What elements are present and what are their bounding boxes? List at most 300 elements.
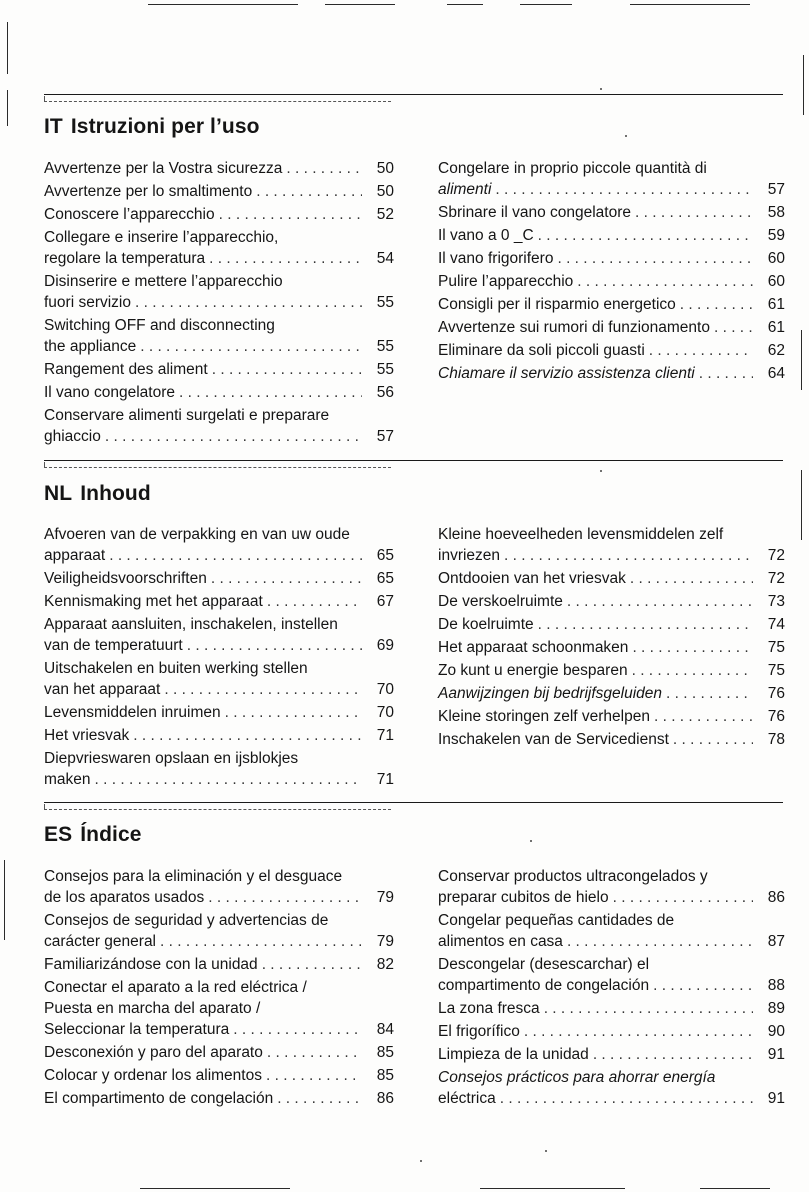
toc-entry-text: Switching OFF and disconnecting	[44, 317, 275, 334]
page-number: 79	[376, 889, 394, 906]
toc-entry-text: Apparaat aansluiten, inschakelen, instellen	[44, 616, 338, 633]
toc-entry-line	[438, 179, 785, 200]
page-number: 73	[767, 593, 785, 610]
page-number: 89	[767, 1000, 785, 1017]
page-number: 55	[376, 361, 394, 378]
page-number: 56	[376, 384, 394, 401]
toc-entry-text: Congelare in proprio piccole quantità di	[438, 160, 707, 177]
toc-entry-line	[438, 660, 785, 681]
section-heading-it	[44, 115, 260, 139]
toc-column-left	[44, 524, 394, 792]
toc-entry-text: Il vano frigorifero	[438, 250, 554, 267]
dot-leader	[286, 158, 362, 179]
section-title: Istruzioni per l’uso	[70, 115, 260, 138]
scan-right-edge	[801, 470, 802, 540]
dot-leader	[649, 340, 753, 361]
toc-entry	[438, 294, 785, 315]
section-title: Inhoud	[80, 482, 151, 505]
page-number: 67	[376, 593, 394, 610]
dot-leader	[133, 725, 362, 746]
toc-entry-line	[44, 725, 394, 746]
scan-speck	[420, 1160, 422, 1162]
toc-entry-line	[44, 591, 394, 612]
toc-entry-text: Congelar pequeñas cantidades de	[438, 912, 675, 929]
page-number: 61	[767, 319, 785, 336]
page-number: 70	[376, 681, 394, 698]
page-number: 78	[767, 731, 785, 748]
toc-entry-line	[438, 1021, 785, 1042]
dot-leader	[262, 954, 362, 975]
toc-entry	[44, 204, 394, 225]
toc-entry-text: eléctrica	[438, 1090, 496, 1107]
toc-entry-line	[438, 975, 785, 996]
page-number: 62	[767, 342, 785, 359]
toc-entry-line	[44, 359, 394, 380]
dot-leader	[538, 614, 753, 635]
toc-entry	[44, 725, 394, 746]
toc-entry-text: Consejos de seguridad y advertencias de	[44, 912, 329, 929]
toc-entry-line	[438, 637, 785, 658]
dot-leader	[212, 359, 362, 380]
section-rule	[44, 802, 783, 803]
scan-right-edge	[801, 330, 802, 390]
toc-entry	[44, 524, 394, 566]
toc-entry	[438, 158, 785, 200]
section-rule-shadow	[44, 804, 391, 810]
scan-speck	[530, 840, 532, 842]
dot-leader	[577, 271, 753, 292]
section-rule	[44, 460, 783, 461]
dot-leader	[256, 181, 362, 202]
page-number: 70	[376, 704, 394, 721]
toc-entry-line	[438, 683, 785, 704]
toc-entry	[438, 706, 785, 727]
toc-entry-text: Pulire l’apparecchio	[438, 273, 574, 290]
toc-entry	[438, 660, 785, 681]
toc-entry	[438, 271, 785, 292]
toc-entry	[44, 1088, 394, 1109]
toc-entry-text: Limpieza de la unidad	[438, 1046, 589, 1063]
dot-leader	[613, 887, 753, 908]
page-number: 59	[767, 227, 785, 244]
page-number: 75	[767, 639, 785, 656]
page-number: 79	[376, 933, 394, 950]
page-number: 50	[376, 183, 394, 200]
toc-entry	[44, 382, 394, 403]
dot-leader	[105, 426, 362, 447]
toc-entry-text: Inschakelen van de Servicedienst	[438, 731, 669, 748]
scan-top-line	[148, 4, 298, 5]
dot-leader	[538, 225, 753, 246]
toc-entry	[44, 568, 394, 589]
toc-entry-line	[438, 729, 785, 750]
toc-entry	[438, 910, 785, 952]
section-rule-shadow	[44, 462, 391, 468]
page-number: 86	[767, 889, 785, 906]
toc-entry-line	[44, 568, 394, 589]
toc-entry-text: Familiarizándose con la unidad	[44, 956, 258, 973]
page-number: 84	[376, 1021, 394, 1038]
page-number: 76	[767, 685, 785, 702]
toc-entry-text: Conservare alimenti surgelati e preparare	[44, 407, 330, 424]
toc-entry	[438, 998, 785, 1019]
toc-entry-text: Avvertenze per la Vostra sicurezza	[44, 160, 283, 177]
toc-entry	[438, 1021, 785, 1042]
toc-entry-text: Afvoeren van de verpakking en van uw oude	[44, 526, 350, 543]
toc-entry-text: carácter general	[44, 933, 157, 950]
toc-entry-line	[44, 545, 394, 566]
toc-entry	[44, 405, 394, 447]
toc-entry-line	[438, 1044, 785, 1065]
toc-entry-line	[44, 1088, 394, 1109]
toc-entry-text: De verskoelruimte	[438, 593, 563, 610]
toc-entry-text: Seleccionar la temperatura	[44, 1021, 230, 1038]
toc-entry	[438, 317, 785, 338]
toc-entry-text: Consigli per il risparmio energetico	[438, 296, 676, 313]
dot-leader	[266, 1065, 362, 1086]
toc-entry-text: van het apparaat	[44, 681, 161, 698]
page-number: 65	[376, 570, 394, 587]
toc-entry-line	[44, 1042, 394, 1063]
dot-leader	[187, 635, 362, 656]
toc-entry	[44, 227, 394, 269]
scan-left-edge	[7, 22, 8, 74]
section-code: NL	[44, 482, 73, 505]
page-number: 58	[767, 204, 785, 221]
dot-leader	[630, 568, 753, 589]
page-number: 60	[767, 273, 785, 290]
toc-entry-line	[438, 545, 785, 566]
page-number: 75	[767, 662, 785, 679]
toc-entry-text: Consejos para la eliminación y el desguace	[44, 868, 343, 885]
page-number: 55	[376, 338, 394, 355]
toc-entry	[44, 1042, 394, 1063]
toc-entry	[44, 181, 394, 202]
scan-speck	[625, 135, 627, 137]
toc-entry-line	[44, 635, 394, 656]
toc-entry-text: La zona fresca	[438, 1000, 540, 1017]
toc-entry-text: Het apparaat schoonmaken	[438, 639, 629, 656]
toc-entry-line	[44, 1019, 394, 1040]
dot-leader	[524, 1021, 753, 1042]
toc-entry	[438, 1067, 785, 1109]
dot-leader	[160, 931, 362, 952]
toc-entry-text: van de temperatuurt	[44, 637, 183, 654]
dot-leader	[632, 660, 753, 681]
toc-entry-text: alimenti	[438, 181, 492, 198]
toc-entry-text: Ontdooien van het vriesvak	[438, 570, 626, 587]
section-code: IT	[44, 115, 63, 138]
toc-entry-line	[438, 614, 785, 635]
scan-top-line	[325, 4, 395, 5]
toc-entry-line	[44, 292, 394, 313]
page-number: 88	[767, 977, 785, 994]
toc-entry-text: fuori servizio	[44, 294, 131, 311]
toc-entry	[44, 702, 394, 723]
dot-leader	[635, 202, 753, 223]
toc-entry-text: Puesta en marcha del aparato /	[44, 1000, 261, 1017]
toc-entry-line	[438, 931, 785, 952]
page-number: 71	[376, 771, 394, 788]
toc-entry	[44, 954, 394, 975]
toc-entry-line	[44, 887, 394, 908]
toc-entry-line	[44, 426, 394, 447]
toc-entry-line	[438, 271, 785, 292]
section-heading-nl	[44, 482, 151, 506]
dot-leader	[654, 706, 753, 727]
dot-leader	[267, 591, 362, 612]
toc-entry-text: Kleine storingen zelf verhelpen	[438, 708, 650, 725]
page-number: 76	[767, 708, 785, 725]
toc-entry-text: compartimento de congelación	[438, 977, 650, 994]
toc-entry	[44, 910, 394, 952]
dot-leader	[699, 363, 753, 384]
toc-entry-line	[438, 998, 785, 1019]
scan-left-edge	[7, 90, 8, 126]
dot-leader	[225, 702, 362, 723]
page-number: 57	[376, 428, 394, 445]
scan-speck	[600, 88, 602, 90]
toc-entry-line	[44, 1065, 394, 1086]
toc-entry	[438, 340, 785, 361]
toc-entry-text: alimentos en casa	[438, 933, 563, 950]
toc-entry-text: Chiamare il servizio assistenza clienti	[438, 365, 695, 382]
toc-entry-line	[44, 248, 394, 269]
dot-leader	[208, 887, 362, 908]
toc-entry	[44, 748, 394, 790]
toc-column-left	[44, 158, 394, 449]
toc-entry-text: Avvertenze per lo smaltimento	[44, 183, 253, 200]
toc-column-right	[438, 866, 785, 1111]
toc-entry-text: maken	[44, 771, 91, 788]
dot-leader	[714, 317, 753, 338]
scan-bottom-line	[480, 1188, 625, 1189]
dot-leader	[179, 382, 362, 403]
toc-entry-text: preparar cubitos de hielo	[438, 889, 609, 906]
toc-entry	[44, 315, 394, 357]
dot-leader	[567, 931, 753, 952]
toc-entry-text: Avvertenze sui rumori di funzionamento	[438, 319, 710, 336]
dot-leader	[673, 729, 753, 750]
toc-entry-text: Het vriesvak	[44, 727, 130, 744]
scan-top-line	[520, 4, 572, 5]
toc-entry	[438, 954, 785, 996]
dot-leader	[653, 975, 753, 996]
dot-leader	[632, 637, 753, 658]
toc-entry	[44, 1065, 394, 1086]
scan-top-line	[630, 4, 750, 5]
page-number: 85	[376, 1067, 394, 1084]
toc-entry	[438, 683, 785, 704]
toc-entry-text: Desconexión y paro del aparato	[44, 1044, 263, 1061]
page-number: 57	[767, 181, 785, 198]
page-number: 72	[767, 547, 785, 564]
toc-entry-text: Aanwijzingen bij bedrijfsgeluiden	[438, 685, 663, 702]
toc-entry-line	[438, 363, 785, 384]
toc-entry	[44, 271, 394, 313]
toc-entry-line	[438, 706, 785, 727]
toc-entry	[44, 866, 394, 908]
toc-entry	[44, 359, 394, 380]
toc-entry-line	[438, 248, 785, 269]
toc-entry	[44, 591, 394, 612]
scan-speck	[600, 470, 602, 472]
toc-entry-line	[44, 181, 394, 202]
toc-column-left	[44, 866, 394, 1111]
toc-entry-line	[44, 382, 394, 403]
section-rule	[44, 94, 783, 95]
toc-entry	[438, 637, 785, 658]
dot-leader	[680, 294, 753, 315]
section-rule-shadow	[44, 96, 391, 102]
scan-left-edge	[4, 860, 5, 940]
page-number: 61	[767, 296, 785, 313]
toc-entry-text: Kleine hoeveelheden levensmiddelen zelf	[438, 526, 724, 543]
scan-right-edge	[803, 55, 804, 115]
toc-column-right	[438, 158, 785, 386]
toc-entry-text: Uitschakelen en buiten werking stellen	[44, 660, 308, 677]
page-number: 87	[767, 933, 785, 950]
section-title: Índice	[80, 823, 142, 846]
toc-entry	[44, 977, 394, 1040]
page-number: 55	[376, 294, 394, 311]
page-number: 85	[376, 1044, 394, 1061]
dot-leader	[500, 1088, 753, 1109]
toc-entry-text: Conoscere l’apparecchio	[44, 206, 215, 223]
toc-entry	[438, 225, 785, 246]
toc-entry-text: Sbrinare il vano congelatore	[438, 204, 632, 221]
toc-entry	[438, 568, 785, 589]
page-number: 50	[376, 160, 394, 177]
toc-entry	[438, 202, 785, 223]
scan-bottom-line	[700, 1188, 770, 1189]
toc-entry-line	[44, 204, 394, 225]
dot-leader	[557, 248, 753, 269]
toc-entry-text: Levensmiddelen inruimen	[44, 704, 221, 721]
toc-entry-text: de los aparatos usados	[44, 889, 205, 906]
toc-entry	[44, 658, 394, 700]
dot-leader	[666, 683, 753, 704]
toc-entry-text: Il vano congelatore	[44, 384, 175, 401]
toc-entry	[438, 591, 785, 612]
toc-entry-line	[438, 294, 785, 315]
toc-entry-line	[44, 336, 394, 357]
toc-entry	[438, 614, 785, 635]
page-number: 69	[376, 637, 394, 654]
toc-entry-text: Diepvrieswaren opslaan en ijsblokjes	[44, 750, 299, 767]
toc-entry-text: Descongelar (desescarchar) el	[438, 956, 650, 973]
toc-entry-text: De koelruimte	[438, 616, 534, 633]
toc-entry	[438, 866, 785, 908]
dot-leader	[211, 568, 362, 589]
toc-entry-text: Zo kunt u energie besparen	[438, 662, 628, 679]
toc-entry-line	[44, 702, 394, 723]
page-number: 64	[767, 365, 785, 382]
dot-leader	[135, 292, 362, 313]
toc-entry-text: Rangement des aliment	[44, 361, 208, 378]
dot-leader	[277, 1088, 362, 1109]
toc-entry-text: Kennismaking met het apparaat	[44, 593, 263, 610]
page-number: 65	[376, 547, 394, 564]
toc-entry-text: El frigorífico	[438, 1023, 520, 1040]
toc-entry-text: Disinserire e mettere l’apparecchio	[44, 273, 283, 290]
page-number: 71	[376, 727, 394, 744]
toc-entry	[44, 614, 394, 656]
toc-entry-line	[44, 931, 394, 952]
dot-leader	[209, 248, 362, 269]
toc-entry-text: El compartimento de congelación	[44, 1090, 274, 1107]
toc-entry	[438, 524, 785, 566]
section-code: ES	[44, 823, 73, 846]
section-heading-es	[44, 823, 142, 847]
dot-leader	[95, 769, 362, 790]
toc-entry-line	[438, 340, 785, 361]
toc-entry-line	[44, 954, 394, 975]
toc-column-right	[438, 524, 785, 752]
toc-entry	[438, 729, 785, 750]
toc-entry-text: Collegare e inserire l’apparecchio,	[44, 229, 279, 246]
toc-entry-line	[438, 1088, 785, 1109]
dot-leader	[164, 679, 362, 700]
dot-leader	[504, 545, 753, 566]
dot-leader	[233, 1019, 362, 1040]
dot-leader	[109, 545, 362, 566]
toc-entry	[438, 1044, 785, 1065]
page-number: 91	[767, 1046, 785, 1063]
toc-entry-text: Eliminare da soli piccoli guasti	[438, 342, 645, 359]
toc-entry-text: Il vano a 0 _C	[438, 227, 534, 244]
toc-entry-text: invriezen	[438, 547, 501, 564]
page-number: 60	[767, 250, 785, 267]
scan-top-line	[447, 4, 483, 5]
toc-entry	[438, 363, 785, 384]
toc-entry-line	[438, 591, 785, 612]
page-number: 90	[767, 1023, 785, 1040]
dot-leader	[140, 336, 362, 357]
scan-bottom-line	[140, 1188, 290, 1189]
toc-entry-line	[438, 568, 785, 589]
page-number: 72	[767, 570, 785, 587]
toc-entry-text: the appliance	[44, 338, 137, 355]
page-number: 82	[376, 956, 394, 973]
toc-entry-line	[438, 202, 785, 223]
dot-leader	[567, 591, 753, 612]
page-number: 86	[376, 1090, 394, 1107]
toc-entry-line	[44, 769, 394, 790]
dot-leader	[495, 179, 753, 200]
page-number: 52	[376, 206, 394, 223]
toc-entry-line	[44, 158, 394, 179]
toc-entry-line	[44, 679, 394, 700]
toc-entry-text: Conectar el aparato a la red eléctrica /	[44, 979, 307, 996]
toc-entry-line	[438, 887, 785, 908]
toc-entry-text: Veiligheidsvoorschriften	[44, 570, 207, 587]
toc-entry-text: regolare la temperatura	[44, 250, 206, 267]
toc-entry-line	[438, 317, 785, 338]
toc-entry-text: Consejos prácticos para ahorrar energía	[438, 1069, 716, 1086]
toc-entry-line	[438, 225, 785, 246]
toc-entry-text: apparaat	[44, 547, 106, 564]
page-number: 91	[767, 1090, 785, 1107]
toc-entry	[44, 158, 394, 179]
dot-leader	[219, 204, 362, 225]
dot-leader	[544, 998, 753, 1019]
dot-leader	[593, 1044, 753, 1065]
scan-speck	[545, 1150, 547, 1152]
toc-entry-text: ghiaccio	[44, 428, 101, 445]
page-number: 54	[376, 250, 394, 267]
toc-entry-text: Conservar productos ultracongelados y	[438, 868, 708, 885]
